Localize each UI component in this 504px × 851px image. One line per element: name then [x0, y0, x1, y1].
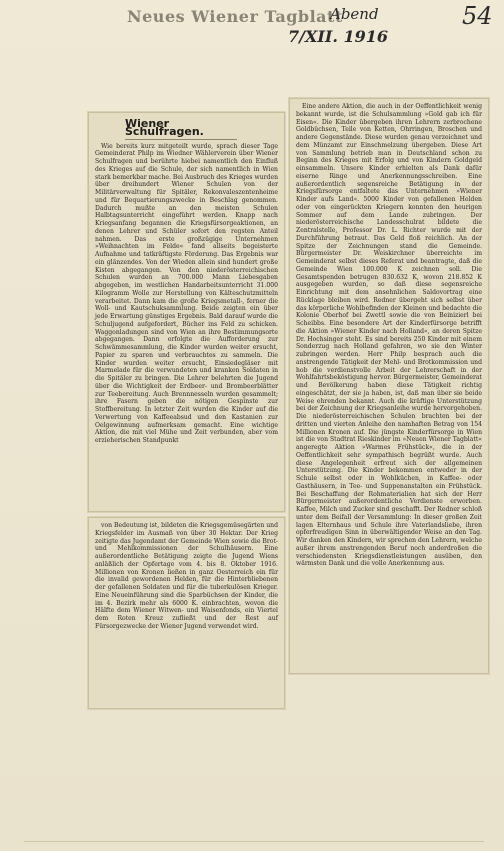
- handwritten-page-number: 54: [462, 2, 493, 30]
- clipping-column-2: [88, 517, 285, 709]
- article-headline: Wiener Schulfragen.: [125, 120, 237, 140]
- bottom-edge-line: [24, 841, 484, 842]
- handwritten-date: 7/XII. 1916: [288, 27, 389, 46]
- article-text-column-1: Wie bereits kurz mitgeteilt wurde, sprach dieser Tage Gemeinderat Philp im Wiedner Wählerverein über Wiener Schulfragen und berührte hiebei namentlich den Einfluß des Krieges auf die Schule, der sich namentlich in Wien stark bemerkbar mache. Bei Ausbruch des Krieges wurden über dreihundert Wiener Schulen von der Militärverwaltung für Spitäler, Rekonvaleszentenheime und für Bequartierungszwecke in Beschlag genommen. Dadurch mußte an den meisten Schulen Halbtagsunterricht eingeführt werden. Knapp nach Kriegsanfang begannen die Kriegsfürsorgeaktionen, an denen Lehrer und Schüler sofort den regsten Anteil nahmen. Das erste großzügige Unternehmen »Weihnachten im Felde« fand allseits begeisterte Aufnahme und tatkräftigste Förderung. Das Ergebnis war ein glänzendes. Von der Wieden allein sind hundert große Kisten abgegangen. Von den niederösterreichischen Schulen wurden an 700.000 Mann Liebesgaben abgegeben, im westlichen Handarbeitsunterricht 31.000 Kilogramm Wolle zur Herstellung von Kälteschutzmitteln verarbeitet. Dann kam die große Kriegsmetall-, ferner die Woll- und Kautschuksammlung. Beide zeigten ein über jede Erwartung günstiges Ergebnis. Bald darauf wurde die Schuljugend aufgefordert, Bücher ins Feld zu schicken. Waggonladungen sind von Wien an ihre Bestimmungsorte abgegangen. Dann erfolgte die Aufforderung zur Schwämmesammlung, die Kinder wurden weiter ersucht, Papier zu sparen und verbrauchtes zu sammeln. Die Kinder wurden weiter ersucht, Einsiedegläser mit Marmelade für die verwundeten und kranken Soldaten in die Spitäler zu bringen. Die Lehrer belehrten die Jugend über die Wichtigkeit der Erdbeer- und Brombeerblätter zur Teebereitung. Auch Brennnesseln wurden gesammelt; ihre Fasern geben die nötigen Gespinste zur Stoffbereitung. In letzter Zeit wurden die Kinder auf die Verwertung von Kaffeeabsud und den Kastanien zur Oelgewinnung aufmerksam gemacht. Eine wichtige Aktion, die mit viel Mühe und Zeit verbunden, aber vom erzieherischen Standpunkt: [95, 142, 278, 444]
- article-text-column-2: von Bedeutung ist, bildeten die Kriegsgemüsegärten und Kriegsfelder im Ausmaß von über 30 Hektar. Der Krieg zeitigte das Jugendamt der Gemeinde Wien sowie die Brot- und Mehlkommissionen der Schulhäusern. Eine außerordentliche Betätigung zeigte die Jugend Wiens anläßlich der Opfertage vom 4. bis 8. Oktober 1916. Millionen von Kronen ließen in ganz Oesterreich ein für die invalid gewordenen Helden, für die Hinterbliebenen der gefallenen Soldaten und für die tuberkulösen Krieger. Eine Neueinführung sind die Sparbüchsen der Kinder, die im 4. Bezirk mehr als 6000 K. einbrachten, wovon die Hälfte dem Wiener Witwen- und Waisenfonds, ein Viertel dem Roten Kreuz zufließt und der Rest auf Fürsorgezwecke der Wiener Jugend verwendet wird.: [95, 522, 278, 630]
- handwritten-edition-note: Abend: [330, 5, 379, 23]
- clipping-column-3: [289, 98, 489, 674]
- article-text-column-3: Eine andere Aktion, die auch in der Oeffentlichkeit wenig bekannt wurde, ist die Schulsammlung »Gold gab ich für Eisen«. Die Kinder übergeben ihren Lehrern zerbrochene Goldbüchsen, Teile von Ketten, Ohrringen, Broschen und andere Gegenstände. Diese wurden genau verzeichnet und dem Münzamt zur Einschmelzung übergeben. Diese Art von Sammlung betrieb man in Deutschland schon zu Beginn des Krieges mit Erfolg und von Kindern Goldgeld einsammeln. Unsere Kinder erhielten als Dank dafür eiserne Ringe und Anerkennungsschreiben. Eine außerordentlich segensreiche Betätigung in der Kriegsfürsorge entfaltete das Unternehmen »Wiener Kinder aufs Land«. 5000 Kinder von gefallenen Helden oder von eingerückten Kriegern konnten den heurigen Sommer auf dem Lande zubringen. Der niederösterreichische Landesschulrat bildete die Zentralstelle, Professor Dr. L. Richter wurde mit der Durchführung betraut. Das Geld floß reichlich. An der Spitze der Zeichnungen stand die Gemeinde. Bürgermeister Dr. Weiskirchner überreichte im Gemeinderat selbst dieses Referat und beantragte, daß die Gemeinde Wien 100.000 K zeichnen soll. Die Gesamtspenden betrugen 830.632 K, wovon 218.852 K ausgegeben wurden, so daß diese segensreiche Einrichtung mit dem ansehnlichen Saldovortrag eine Rücklage bleiben wird. Redner übergeht sich selbst über das körperliche Wohlbefinden der Kleinen und bedachte die Kolonie Oberhof bei Zwettl sowie die von Beinizierl bei Scheibbs. Eine besondere Art der Kinderfürsorge betrifft die Aktion »Wiener Kinder nach Holland«, an deren Spitze Dr. Hochsinger steht. Es sind bereits 250 Kinder mit einem Sonderzug nach Holland gefahren, wo sie den Winter zubringen werden. Herr Philp besprach auch die anstrengende Tätigkeit der Mehl- und Brotkommission und hob die verdienstvolle Arbeit der Lehrerschaft in der Wohlfahrtsbeköstigung hervor. Bürgermeister, Gemeinderat und Bevölkerung haben diese Tätigkeit richtig eingeschätzt, der sie ja haben, ist, daß man über sie beide Weise ehrenden bekannt. Auch die kräftige Unterstützung bei der Zeichnung der Kriegsanleihe wurde hervorgehoben. Die niederösterreichischen Schulen brachten bei der dritten und vierten Anleihe den namhaften Betrag von 154 Millionen Kronen auf. Die jüngste Kinderfürsorge in Wien ist die von Stadtrat Rieskinder im »Neuen Wiener Tagblatt« angeregte Aktion »Warmes Frühstück«, die in der Oeffentlichkeit sehr sympathisch begrüßt wurde. Auch diese Angelegenheit erfreut sich der allgemeinen Unterstützung. Die Kinder bekommen entweder in der Schule selbst oder in Wohlküchen, in Kaffee- oder Gasthäusern, in Tee- und Suppenanstalten ein Frühstück. Bei Beschaffung der Rohmaterialien hat sich der Herr Bürgermeister außerordentliche Verdienste erworben. Kaffee, Milch und Zucker sind geschafft. Der Redner schloß unter dem Beifall der Versammlung: In dieser großen Zeit lagen Elternhaus und Schule ihre Vaterlandsliebe, ihren opferfreudigen Sinn in überwältigender Weise an den Tag. Wir danken den Kindern, wir sprechen den Lehrern, welche außer ihrem anstrengenden Beruf noch anderdroßen die verschiedensten Kriegsdienstleistungen ausüben, den wärmsten Dank und die volle Anerkennung aus.: [296, 103, 482, 568]
- masthead: Neues Wiener Tagblatt: [127, 7, 343, 26]
- clipping-column-1: [88, 112, 285, 512]
